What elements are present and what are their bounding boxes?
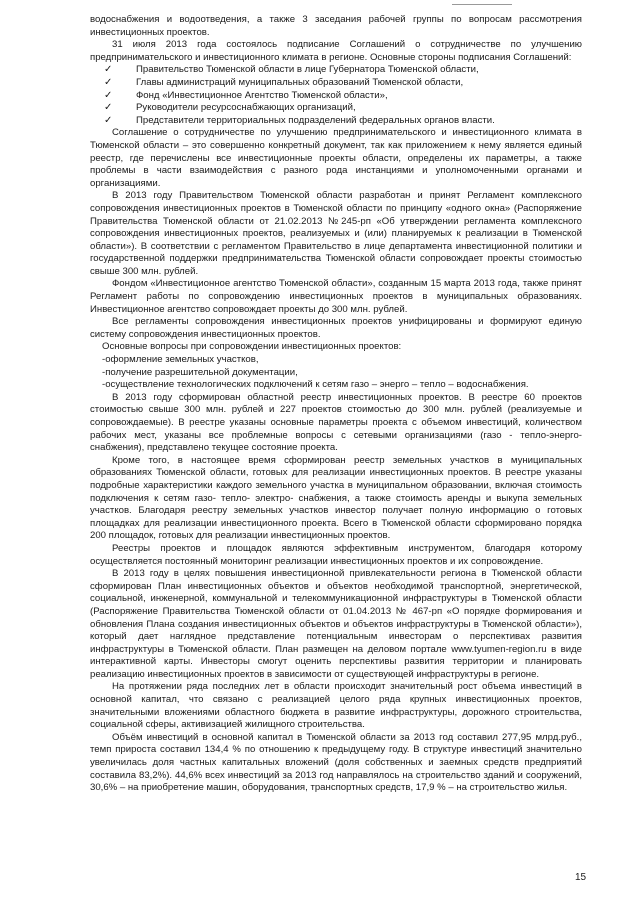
- paragraph-continuation: водоснабжения и водоотведения, а также 3 заседания рабочей группы по вопросам рассмотрения инвестиционных проектов.: [90, 14, 582, 38]
- checkmark-icon: ✓: [104, 76, 113, 88]
- list-item-text: Руководители ресурсоснабжающих организаций,: [136, 102, 356, 114]
- paragraph-registries-monitoring: Реестры проектов и площадок являются эффективным инструментом, благодаря которому осуществляется постоянный мониторинг реализации инвестиционных проектов и их сопровождение.: [90, 542, 582, 567]
- signing-parties-list: [90, 64, 582, 127]
- page-number: 15: [575, 872, 587, 883]
- list-item: [104, 64, 582, 77]
- checkmark-icon: ✓: [104, 64, 113, 76]
- list-item-text: Главы администраций муниципальных образований Тюменской области,: [136, 76, 464, 88]
- checkmark-icon: ✓: [104, 114, 113, 126]
- paragraph-projects-registry: В 2013 году сформирован областной реестр инвестиционных проектов. В реестре 60 проектов стоимостью свыше 300 млн. рублей и 227 проектов стоимостью до 300 млн. рублей (реализуемые и сопровождаемые). В реестре указаны основные параметры проекта с объемом инвестиций, количеством рабочих мест, указаны все проблемные вопросы с сетевыми организациями (газо - тепло-энерго- снабжения), представлено текущее состояние проекта.: [90, 391, 582, 454]
- top-rule: [452, 4, 512, 5]
- issue-item: -получение разрешительной документации,: [102, 366, 298, 378]
- checkmark-icon: ✓: [104, 102, 113, 114]
- paragraph-regulation: В 2013 году Правительством Тюменской области разработан и принят Регламент комплексного сопровождения инвестиционных проектов в Тюменской области по принципу «одного окна» (Распоряжение Правительства Тюменской области от 21.02.2013 №245-рп «Об утверждении регламента комплексного сопровождения инвестиционных проектов, реализуемых и (или) планируемых к реализации в Тюменской области»). В соответствии с регламентом Правительство в лице департамента инвестиционной политики и государственной поддержки предпринимательства Тюменской области сопровождает проекты стоимостью свыше 300 млн. рублей.: [90, 190, 582, 277]
- paragraph-investment-volume: Объём инвестиций в основной капитал в Тюменской области за 2013 год составил 277,95 млрд.руб., темп прироста составил 134,4 % по отношению к предыдущему году. В структуре инвестиций значительно увеличилась доля частных капитальных вложений (доля собственных и заемных средств предприятий составила 83,2%). 44,6% всех инвестиций за 2013 год направлялось на строительство зданий и сооружений, 30,6% – на приобретение машин, оборудования, транспортных средств, 17,9 % – на строительство жилья.: [90, 731, 582, 794]
- list-item-text: Представители территориальных подразделений федеральных органов власти.: [136, 114, 495, 126]
- paragraph-investment-agency: Фондом «Инвестиционное агентство Тюменской области», созданным 15 марта 2013 года, также принят Регламент работы по сопровождению инвестиционных проектов в муниципальных образованиях. Инвестиционное агентство сопровождает проекты до 300 млн. рублей.: [90, 278, 582, 315]
- checkmark-icon: ✓: [104, 89, 113, 101]
- list-item: [104, 115, 582, 128]
- list-item-text: Правительство Тюменской области в лице Губернатора Тюменской области,: [136, 64, 479, 76]
- issue-item: -осуществление технологических подключений к сетям газо – энерго – тепло – водоснабжения.: [102, 379, 529, 391]
- list-item: [104, 90, 582, 103]
- paragraph-land-registry: Кроме того, в настоящее время сформирован реестр земельных участков в муниципальных образованиях Тюменской области, готовых для реализации инвестиционных проектов. В реестре указаны подробные характеристики каждого земельного участка в муниципальном образовании, включая стоимость подключения к сетям газо- тепло- электро- снабжения, а также стоимость аренды и выкупа земельных участков. Благодаря реестру земельных участков инвестор получает полную информацию о готовых площадках для реализации инвестиционного проекта. Всего в Тюменской области сформировано порядка 200 площадок, готовых для реализации инвестиционных проектов.: [90, 454, 582, 542]
- paragraph-main-issues: Основные вопросы при сопровождении инвестиционных проектов:: [102, 341, 402, 353]
- paragraph-agreement-signing: 31 июля 2013 года состоялось подписание Соглашений о сотрудничестве по улучшению предпринимательского и инвестиционного климата в регионе. Основные стороны подписания Соглашений:: [90, 39, 582, 63]
- issue-item: -оформление земельных участков,: [102, 354, 259, 366]
- list-item: [104, 102, 582, 115]
- paragraph-investment-growth: На протяжении ряда последних лет в области происходит значительный рост объема инвестиций в основной капитал, что связано с реализацией целого ряда крупных инвестиционных проектов, значительными вложениями областного бюджета в развитие инфраструктуры, дорожного строительства, социальной сферы, активизацией жилищного строительства.: [90, 681, 582, 731]
- list-item: [104, 77, 582, 90]
- paragraph-unified-system: Все регламенты сопровождения инвестиционных проектов унифицированы и формируют единую систему сопровождения инвестиционных проектов.: [90, 316, 582, 340]
- paragraph-infrastructure-plan: В 2013 году в целях повышения инвестиционной привлекательности региона в Тюменской области сформирован План инвестиционных объектов и объектов необходимой транспортной, энергетической, социальной, инженерной, коммунальной и телекоммуникационной инфраструктуры в Тюменской области (Распоряжение Правительства Тюменской области от 01.04.2013 № 467-рп «О порядке формирования и обновления Плана создания инвестиционных объектов и объектов инфраструктуры в Тюменской области»), который дает наглядное представление потенциальным инвесторам о перспективах развития инфраструктуры в Тюменской области. План размещен на деловом портале www.tyumen-region.ru в виде интерактивной карты. Инвесторы смогут оценить перспективы развития территории и планировать реализацию инвестиционных проектов в зависимости от существующей инфраструктуры в регионе.: [90, 568, 582, 680]
- list-item-text: Фонд «Инвестиционное Агентство Тюменской области»,: [136, 89, 388, 101]
- page-content: [90, 14, 582, 795]
- paragraph-agreement-description: Соглашение о сотрудничестве по улучшению предпринимательского и инвестиционного климата в Тюменской области – это совершенно конкретный документ, так как приложением к нему является единый реестр, где перечислены все инвестиционные проекты области, определены их параметры, а также проблемы в части взаимодействия с разного рода инстанциями и уполномоченными органами и организациями.: [90, 127, 582, 189]
